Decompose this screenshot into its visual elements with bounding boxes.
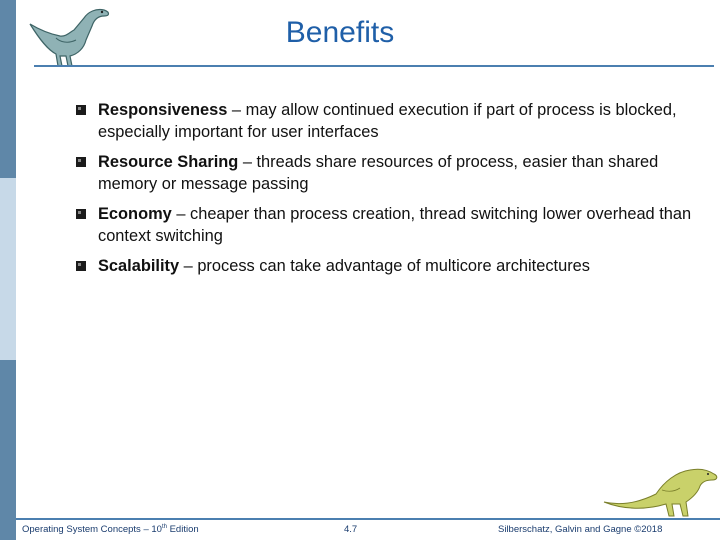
- bullet-term: Scalability: [98, 257, 180, 275]
- dinosaur-top-logo: [26, 4, 112, 68]
- title-divider: [34, 65, 714, 67]
- footer-divider: [16, 518, 720, 520]
- footer-book-prefix: Operating System Concepts – 10: [22, 524, 162, 536]
- square-bullet-icon: [76, 157, 86, 167]
- footer-book-title: [22, 524, 199, 535]
- bullet-item: [76, 99, 696, 143]
- bullet-list: [76, 99, 696, 285]
- strip-segment-middle: [0, 178, 16, 360]
- bullet-item: [76, 255, 696, 277]
- bullet-term: Resource Sharing: [98, 153, 239, 171]
- bullet-text: – cheaper than process creation, thread switching lower overhead than context switching: [98, 205, 692, 245]
- square-bullet-icon: [76, 105, 86, 115]
- square-bullet-icon: [76, 261, 86, 271]
- bullet-item: [76, 151, 696, 195]
- footer-authors: Silberschatz, Galvin and Gagne ©2018: [498, 524, 663, 535]
- dinosaur-bottom-logo: [602, 462, 720, 518]
- strip-segment-top: [0, 0, 16, 178]
- bullet-text: – threads share resources of process, easier than shared memory or message passing: [98, 153, 659, 193]
- bullet-item: [76, 203, 696, 247]
- bullet-text: – process can take advantage of multicore architectures: [179, 257, 590, 275]
- bullet-text: – may allow continued execution if part of process is blocked, especially important for user interfaces: [98, 101, 677, 141]
- square-bullet-icon: [76, 209, 86, 219]
- left-strip: [0, 0, 16, 540]
- footer-book-sup: th: [161, 524, 167, 530]
- strip-segment-bottom: [0, 360, 16, 540]
- footer-page-number: 4.7: [344, 524, 358, 535]
- bullet-term: Economy: [98, 205, 172, 223]
- slide-title: Benefits: [285, 16, 395, 49]
- footer-book-suffix: Edition: [166, 524, 199, 536]
- bullet-term: Responsiveness: [98, 101, 228, 119]
